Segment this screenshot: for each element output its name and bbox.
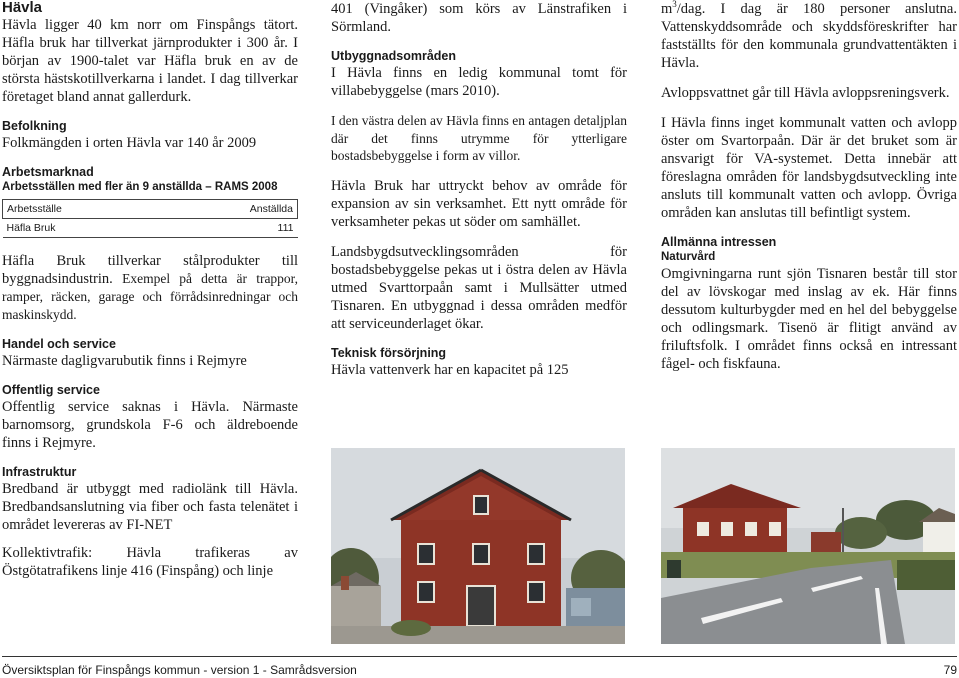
photo-red-mill-building — [331, 448, 625, 644]
teknisk-heading: Teknisk försörjning — [331, 345, 447, 360]
teknisk-cont-paragraph — [661, 0, 957, 72]
photo-road-graphic — [661, 448, 955, 644]
offentlig-text: Offentlig service saknas i Hävla. Närmaste barnomsorg, grundskola F-6 och äldreboende finns i Rejmyre. — [2, 399, 298, 451]
table-cell: 111 — [165, 219, 298, 238]
naturvard-heading: Naturvård — [661, 251, 716, 263]
arbetsmarknad-text-1: Häfla Bruk tillverkar stålprodukter till byggnadsindustrin. — [2, 253, 298, 287]
infra-text: Bredband är utbyggt med radiolänk till Hävla. Bredbandsanslutning via fiber och fasta telenätet i området levereras av FI-NET — [2, 481, 298, 533]
handel-heading: Handel och service — [2, 337, 116, 351]
unit-prefix: m — [661, 1, 673, 17]
page-number: 79 — [943, 663, 957, 677]
befolkning-text: Folkmängden i orten Hävla var 140 år 2009 — [2, 135, 257, 151]
arbetsmarknad-text-2: Exempel på detta är trappor, ramper, räcken, garage och förrådsinredningar och maskinskydd. — [2, 271, 299, 322]
table-cell: Häfla Bruk — [3, 219, 165, 238]
table-caption: Arbetsställen med fler än 9 anställda – RAMS 2008 — [2, 181, 278, 193]
kollektiv-text: Kollektivtrafik: Hävla trafikeras av Östgötatrafikens linje 416 (Finspång) och linje — [2, 545, 298, 579]
column-3 — [661, 0, 957, 373]
kollektiv-cont-text: 401 (Vingåker) som körs av Länstrafiken i Sörmland. — [331, 1, 627, 35]
table-header-cell: Anställda — [165, 200, 298, 219]
employers-table — [2, 199, 298, 238]
vatten-text: I Hävla finns inget kommunalt vatten och avlopp öster om Svartorpaån. Där är det bruket som är ansvarigt för VA-systemet. Detta innebär att föreslagna områden för landsbygdsutveckling inte ansluts till kommunalt vatten och avlopp. Övriga områden kan anslutas till befintligt system. — [661, 115, 957, 221]
handel-text: Närmaste dagligvarubutik finns i Rejmyre — [2, 353, 247, 369]
footer-title: Översiktsplan för Finspångs kommun - version 1 - Samrådsversion — [2, 663, 357, 677]
utbyggnad-text-1: I Hävla finns en ledig kommunal tomt för villabebyggelse (mars 2010). — [331, 65, 627, 99]
page-title: Hävla — [2, 0, 43, 16]
arbetsmarknad-heading: Arbetsmarknad — [2, 165, 94, 179]
utbyggnad-text-3: Hävla Bruk har uttryckt behov av område för expansion av sin verksamhet. Ett nytt område för verksamheter pekas ut söder om samhället. — [331, 177, 627, 230]
page-footer — [2, 656, 957, 677]
table-header-row — [3, 200, 298, 219]
befolkning-heading: Befolkning — [2, 119, 67, 133]
column-2 — [331, 0, 627, 379]
teknisk-text: Hävla vattenverk har en kapacitet på 125 — [331, 361, 569, 378]
avlopp-text: Avloppsvattnet går till Hävla avloppsreningsverk. — [661, 85, 950, 101]
infra-heading: Infrastruktur — [2, 465, 77, 479]
utbyggnad-text-2: I den västra delen av Hävla finns en antagen detaljplan där det finns utrymme för ytterligare bostadsbebyggelse i form av villor. — [331, 113, 627, 163]
unit-superscript: 3 — [672, 0, 677, 10]
table-row — [3, 219, 298, 238]
photo-road-houses — [661, 448, 955, 644]
table-header-cell: Arbetsställe — [3, 200, 165, 219]
utbyggnad-text-4: Landsbygdsutvecklingsområden för bostadsbebyggelse pekas ut i östra delen av Hävla utmed Svarttorpaån samt i Mullsätter utmed Tisnaren. En utbyggnad i dessa områden medför att serviceunderlaget ökar. — [331, 243, 627, 332]
arbetsmarknad-paragraph — [2, 252, 298, 324]
allmanna-heading: Allmänna intressen — [661, 235, 777, 249]
offentlig-heading: Offentlig service — [2, 383, 100, 397]
column-1 — [2, 0, 298, 580]
utbyggnad-heading: Utbyggnadsområden — [331, 49, 457, 63]
teknisk-cont-text: /dag. I dag är 180 personer anslutna. Vattenskyddsområde och skyddsföreskrifter har fastställts för den kommunala grundvattentäkten i Hävla. — [661, 1, 957, 71]
naturvard-text: Omgivningarna runt sjön Tisnaren består till stor del av lövskogar med inslag av ek. Här finns dessutom kulturbygder med en hel del bebyggelse och odlingsmark. Tisenö är flitigt använd av friluftsfolk. I området finns också en intressant fågel- och fiskfauna. — [661, 266, 957, 372]
intro-paragraph: Hävla ligger 40 km norr om Finspångs tätort. Häfla bruk har tillverkat järnprodukter i 300 år. I början av 1900-talet var Häfla bruk en av de största hästskotillverkarna i landet. I dag tillverkar företaget bland annat gallerdurk. — [2, 17, 298, 105]
photo-red-mill-graphic — [331, 448, 625, 644]
